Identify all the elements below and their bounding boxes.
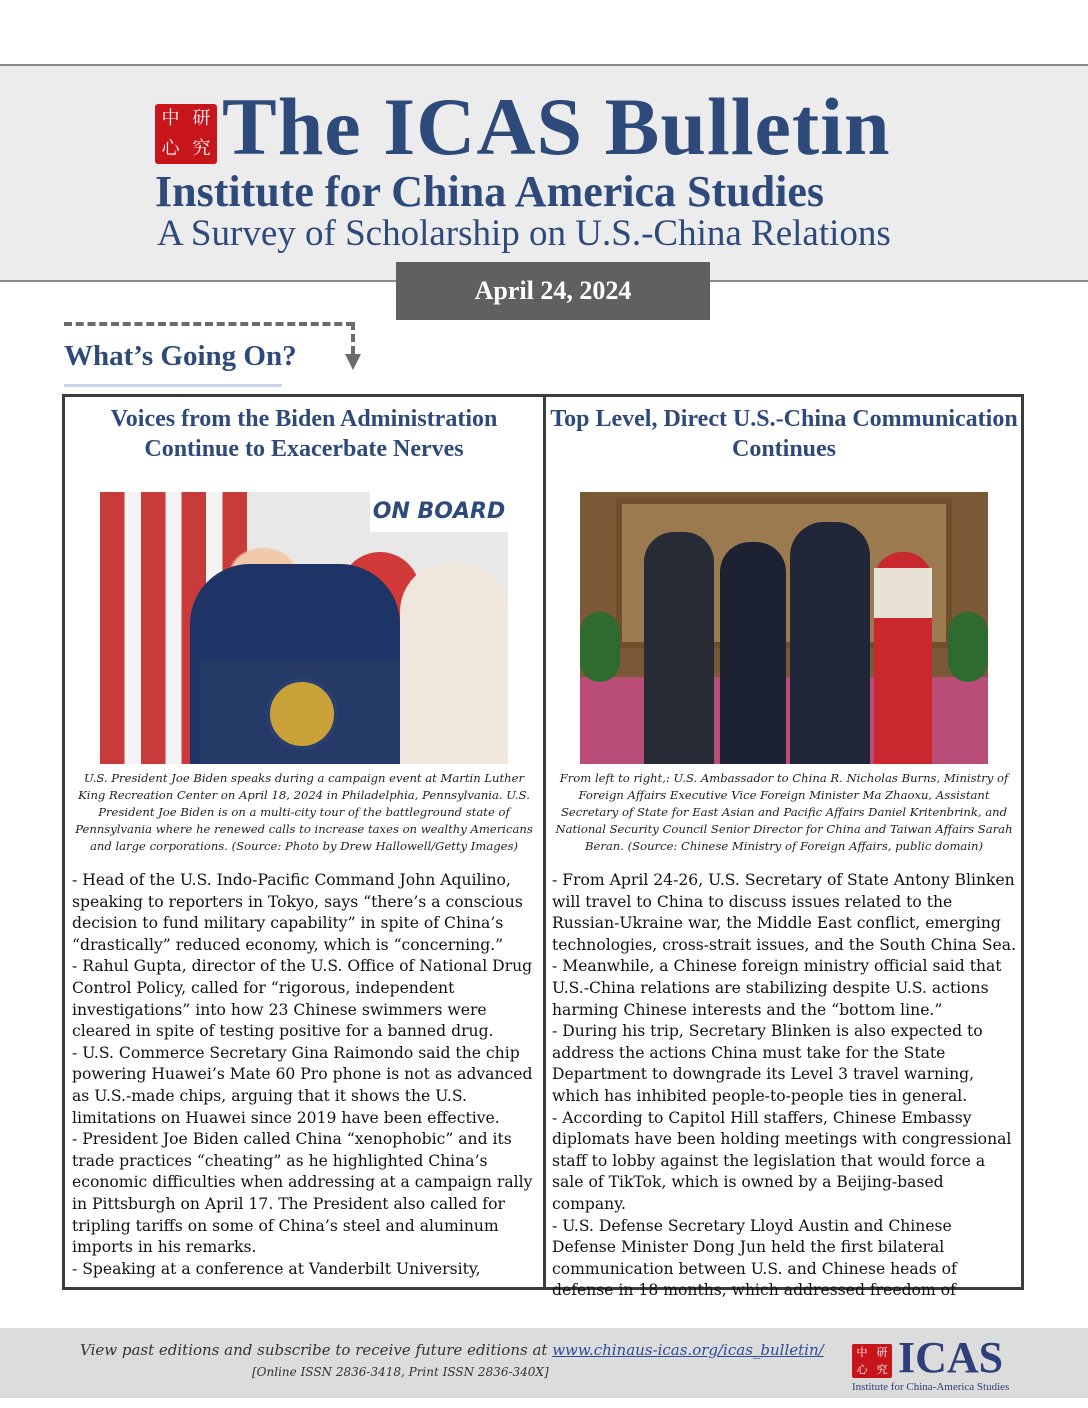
bullet-paragraph: - President Joe Biden called China “xenophobic” and its trade practices “cheating” as he highlighted China’s economic difficulties when addressing at a campaign rally in Pittsburgh on April 17. The President also called for tripling tariffs on some of China’s steel and aluminum imports in his remarks. xyxy=(72,1130,533,1257)
bullet-paragraph: - According to Capitol Hill staffers, Chinese Embassy diplomats have been holding meetings with congressional staff to lobby against the legislation that would force a sale of TikTok, which is owned by a Beijing-based company. xyxy=(552,1108,1012,1213)
photo-figure-jacket xyxy=(874,568,932,618)
right-column-headline: Top Level, Direct U.S.-China Communication Continues xyxy=(550,406,1018,462)
subscribe-label: View past editions and subscribe to receive future editions at xyxy=(80,1341,553,1359)
section-heading: What’s Going On? xyxy=(64,340,297,372)
photo-banner-text: ON BOARD xyxy=(370,492,508,532)
left-photo-caption: U.S. President Joe Biden speaks during a campaign event at Martin Luther King Recreation Center on April 18, 2024 in Philadelphia, Pennsylvania. U.S. President Joe Biden is on a multi-city tour of the battleground state of Pennsylvania where he renewed calls to increase taxes on wealthy Americans and large corporations. (Source: Photo by Drew Hallowell/Getty Images) xyxy=(75,771,533,853)
left-column xyxy=(68,400,540,1280)
footer-subscribe-text xyxy=(80,1341,824,1359)
seal-char: 中 xyxy=(856,1346,868,1359)
bulletin-title: The ICAS Bulletin xyxy=(222,81,891,172)
left-column-headline: Voices from the Biden Administration Continue to Exacerbate Nerves xyxy=(110,406,498,462)
icas-wordmark: ICAS xyxy=(898,1333,1004,1382)
bullet-paragraph: - Rahul Gupta, director of the U.S. Office of National Drug Control Policy, called for “rigorous, independent investigations” into how 23 Chinese swimmers were cleared in spite of testing positive for a banned drug. xyxy=(72,957,533,1041)
right-column-body xyxy=(552,870,1020,1300)
institute-subtitle: Institute for China America Studies xyxy=(155,167,824,216)
icas-wordmark-subtitle: Institute for China-America Studies xyxy=(852,1381,1010,1393)
seal-char: 心 xyxy=(856,1363,868,1376)
bulletin-archive-link[interactable]: www.chinaus-icas.org/icas_bulletin/ xyxy=(552,1341,824,1359)
footer-seal-logo xyxy=(852,1344,892,1378)
photo-figure xyxy=(400,562,508,764)
section-underline xyxy=(64,384,282,387)
icas-seal-logo xyxy=(155,104,217,164)
photo-figure xyxy=(720,542,786,764)
bullet-paragraph: - From April 24-26, U.S. Secretary of State Antony Blinken will travel to China to discuss issues related to the Russian-Ukraine war, the Middle East conflict, emerging technologies, cross-strait issues, and the South China Sea. xyxy=(552,871,1017,954)
biden-campaign-photo xyxy=(100,492,508,764)
seal-char: 研 xyxy=(876,1346,888,1359)
bullet-paragraph: - During his trip, Secretary Blinken is also expected to address the actions China must take for the State Department to downgrade its Level 3 travel warning, which has inhibited people-to-people ties in general. xyxy=(552,1022,983,1105)
seal-char: 究 xyxy=(876,1363,888,1376)
column-divider xyxy=(543,394,546,1290)
bullet-paragraph: - U.S. Defense Secretary Lloyd Austin and Chinese Defense Minister Dong Jun held the first bilateral communication between U.S. and Chinese heads of defense in 18 months, which addressed freedom of xyxy=(552,1216,957,1300)
issn-text: [Online ISSN 2836-3418, Print ISSN 2836-340X] xyxy=(252,1365,549,1379)
right-photo-caption: From left to right,: U.S. Ambassador to China R. Nicholas Burns, Ministry of Foreign Affairs Executive Vice Foreign Minister Ma Zhaoxu, Assistant Secretary of State for East Asian and Pacific Affairs Daniel Kritenbrink, and National Security Council Senior Director for China and Taiwan Affairs Sarah Beran. (Source: Chinese Ministry of Foreign Affairs, public domain) xyxy=(555,771,1013,853)
photo-plant xyxy=(948,612,988,682)
bullet-paragraph: - U.S. Commerce Secretary Gina Raimondo said the chip powering Huawei’s Mate 60 Pro phone is not as advanced as U.S.-made chips, arguing that it shows the U.S. limitations on Huawei since 2019 have been effective. xyxy=(72,1043,533,1127)
photo-figure xyxy=(790,522,870,764)
seal-char: 中 xyxy=(161,108,180,129)
bullet-paragraph: - Speaking at a conference at Vanderbilt University, xyxy=(72,1259,481,1278)
seal-char: 研 xyxy=(192,108,211,129)
presidential-seal-icon xyxy=(266,678,338,750)
photo-figure xyxy=(644,532,714,764)
bullet-paragraph: - Meanwhile, a Chinese foreign ministry official said that U.S.-China relations are stabilizing despite U.S. actions harming Chinese interests and the “bottom line.” xyxy=(552,957,1002,1019)
dashed-connector xyxy=(64,322,354,326)
issue-date: April 24, 2024 xyxy=(396,262,710,320)
diplomats-group-photo xyxy=(580,492,988,764)
left-column-body xyxy=(72,870,540,1280)
seal-char: 心 xyxy=(161,138,180,159)
survey-subtitle: A Survey of Scholarship on U.S.-China Relations xyxy=(157,213,891,254)
arrow-down-icon xyxy=(345,354,361,370)
dashed-connector-vertical xyxy=(351,322,355,354)
seal-char: 究 xyxy=(192,138,211,159)
photo-plant xyxy=(580,612,620,682)
right-column xyxy=(548,400,1020,1300)
bullet-paragraph: - Head of the U.S. Indo-Pacific Command John Aquilino, speaking to reporters in Tokyo, says “there’s a conscious decision to fund military capability” in spite of China’s “drastically” reduced economy, which is “concerning.” xyxy=(72,871,523,954)
